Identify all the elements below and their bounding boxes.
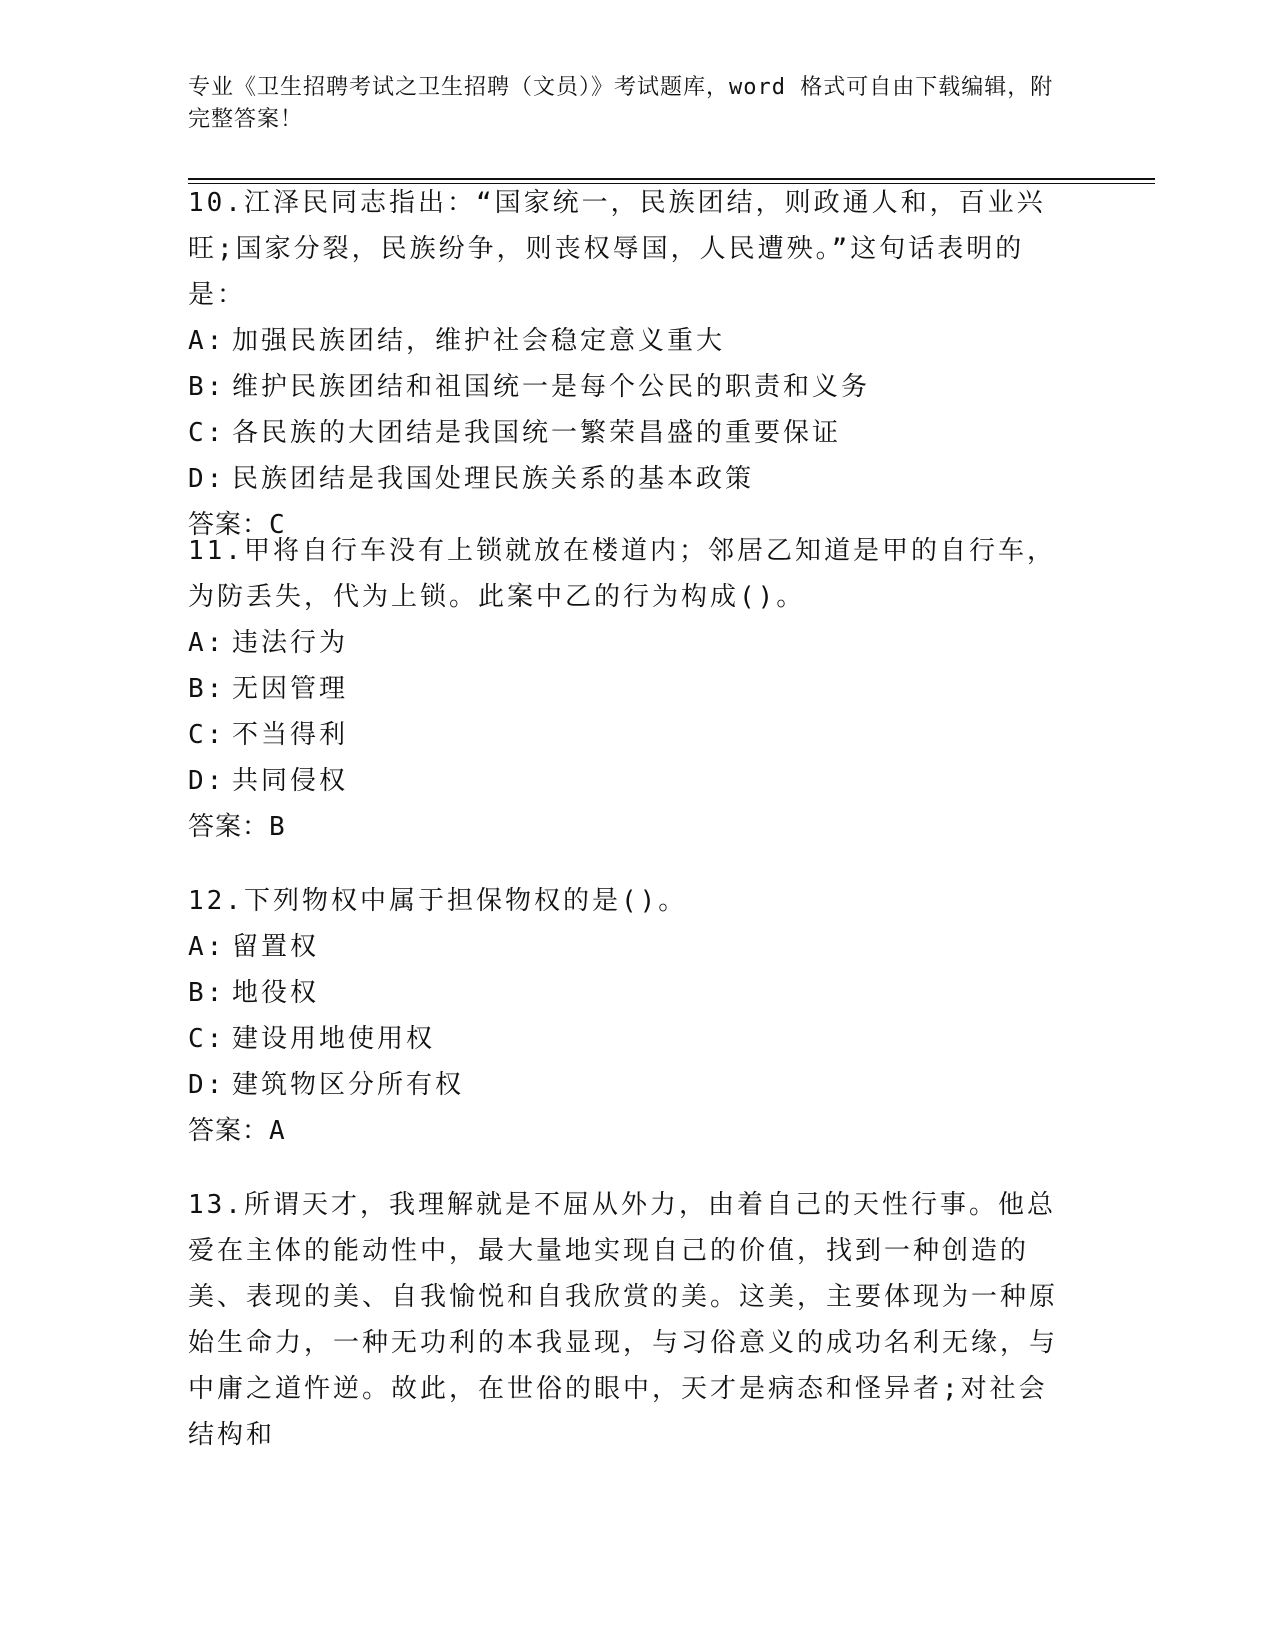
option-a (188, 924, 1068, 970)
option-text: 违法行为 (232, 628, 349, 658)
option-letter: D: (188, 464, 226, 494)
answer-value: C (269, 510, 286, 540)
option-text: 不当得利 (232, 720, 349, 750)
option-text: 建筑物区分所有权 (232, 1070, 465, 1100)
question-11 (188, 528, 1068, 850)
option-b (188, 364, 1068, 410)
option-letter: B: (188, 372, 226, 402)
option-letter: D: (188, 1070, 226, 1100)
answer-value: B (269, 812, 286, 842)
option-text: 留置权 (232, 932, 320, 962)
option-text: 维护民族团结和祖国统一是每个公民的职责和义务 (232, 372, 871, 402)
document-header: 专业《卫生招聘考试之卫生招聘（文员）》考试题库，word 格式可自由下载编辑，附完整答案！ (188, 75, 1054, 132)
question-text: 11.甲将自行车没有上锁就放在楼道内；邻居乙知道是甲的自行车，为防丢失，代为上锁。此案中乙的行为构成()。 (188, 536, 1056, 612)
option-text: 各民族的大团结是我国统一繁荣昌盛的重要保证 (232, 418, 842, 448)
answer-label: 答案： (188, 812, 270, 842)
option-letter: B: (188, 674, 226, 704)
option-letter: A: (188, 326, 226, 356)
option-c (188, 712, 1068, 758)
question-text: 10.江泽民同志指出：“国家统一，民族团结，则政通人和，百业兴旺;国家分裂，民族纷争，则丧权辱国，人民遭殃。”这句话表明的是： (188, 188, 1046, 310)
question-text: 13.所谓天才，我理解就是不屈从外力，由着自己的天性行事。他总爱在主体的能动性中，最大量地实现自己的价值，找到一种创造的美、表现的美、自我愉悦和自我欣赏的美。这美，主要体现为一种原始生命力，一种无功利的本我显现，与习俗意义的成功名利无缘，与中庸之道忤逆。故此，在世俗的眼中，天才是病态和怪异者;对社会结构和 (188, 1190, 1059, 1450)
option-letter: B: (188, 978, 226, 1008)
question-10 (188, 180, 1068, 548)
option-letter: A: (188, 932, 226, 962)
option-c (188, 1016, 1068, 1062)
option-text: 地役权 (232, 978, 320, 1008)
option-text: 共同侵权 (232, 766, 349, 796)
option-letter: D: (188, 766, 226, 796)
option-text: 民族团结是我国处理民族关系的基本政策 (232, 464, 755, 494)
answer-value: A (269, 1116, 286, 1146)
option-letter: A: (188, 628, 226, 658)
option-text: 建设用地使用权 (232, 1024, 436, 1054)
option-a (188, 620, 1068, 666)
option-d (188, 1062, 1068, 1108)
option-b (188, 970, 1068, 1016)
option-c (188, 410, 1068, 456)
answer-label: 答案： (188, 510, 270, 540)
option-letter: C: (188, 418, 226, 448)
question-13 (188, 1182, 1068, 1458)
option-letter: C: (188, 720, 226, 750)
answer-line (188, 804, 1068, 850)
question-text: 12.下列物权中属于担保物权的是()。 (188, 886, 688, 916)
option-d (188, 456, 1068, 502)
answer-line (188, 1108, 1068, 1154)
option-text: 加强民族团结，维护社会稳定意义重大 (232, 326, 726, 356)
option-d (188, 758, 1068, 804)
option-letter: C: (188, 1024, 226, 1054)
option-a (188, 318, 1068, 364)
option-text: 无因管理 (232, 674, 349, 704)
question-12 (188, 878, 1068, 1154)
option-b (188, 666, 1068, 712)
answer-label: 答案： (188, 1116, 270, 1146)
